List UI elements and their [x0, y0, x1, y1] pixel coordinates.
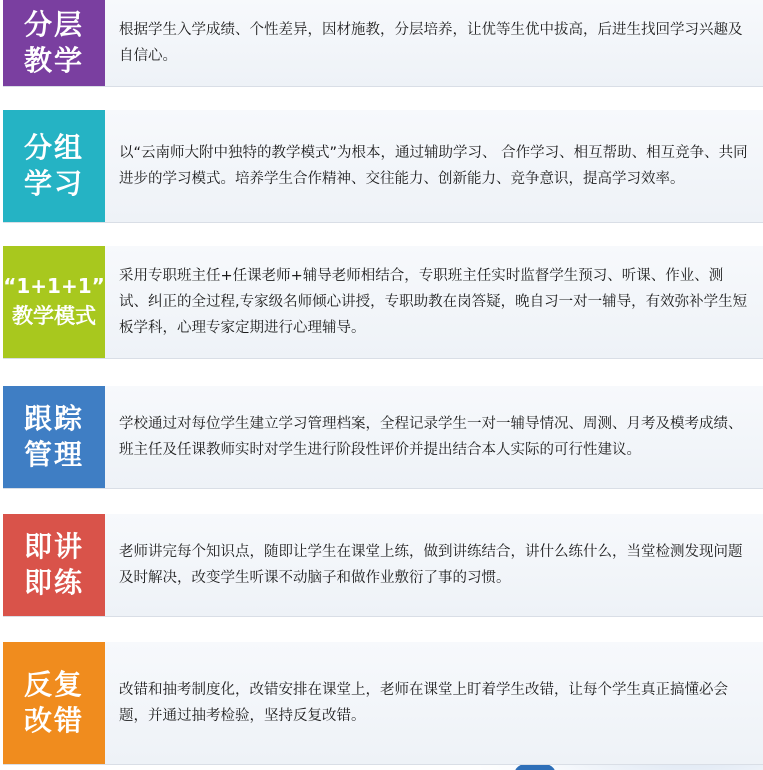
section-repeated-correction [3, 642, 763, 765]
badge-line1: 分组 [23, 131, 84, 164]
badge-line1: “1+1+1” [3, 274, 105, 298]
description-text: 老师讲完每个知识点，随即让学生在课堂上练，做到讲练结合，讲什么练什么，当堂检测发现问题及时解决，改变学生听课不动脑子和做作业敷衍了事的习惯。 [119, 544, 743, 586]
description-text: 采用专职班主任+任课老师+辅导老师相结合，专职班主任实时监督学生预习、听课、作业、测试、纠正的全过程,专家级名师倾心讲授，专职助教在岗答疑，晚自习一对一辅导，有效弥补学生短板学科，心理专家定期进行心理辅导。 [119, 268, 748, 336]
badge-group-learning [3, 110, 105, 222]
section-description [105, 386, 763, 488]
badge-line2: 改错 [23, 704, 84, 737]
description-text: 以“云南师大附中独特的教学模式”为根本，通过辅助学习、 合作学习、相互帮助、相互竞争、共同进步的学习模式。培养学生合作精神、交往能力、创新能力、竞争意识，提高学习效率。 [119, 145, 748, 187]
section-teach-practice [3, 514, 763, 617]
section-description [105, 514, 763, 616]
section-description [105, 0, 763, 86]
badge-line1: 跟踪 [23, 402, 84, 435]
badge-line1: 即讲 [23, 530, 84, 563]
description-text: 根据学生入学成绩、个性差异，因材施教，分层培养，让优等生优中拔高，后进生找回学习兴趣及自信心。 [119, 22, 743, 64]
badge-line1: 分层 [23, 8, 84, 41]
badge-line1: 反复 [23, 668, 84, 701]
badge-111-model [3, 246, 105, 358]
section-111-model [3, 246, 763, 359]
section-description [105, 110, 763, 222]
badge-teach-practice [3, 514, 105, 616]
description-text: 学校通过对每位学生建立学习管理档案，全程记录学生一对一辅导情况、周测、月考及模考成绩、班主任及任课教师实时对学生进行阶段性评价并提出结合本人实际的可行性建议。 [119, 416, 743, 458]
section-tiered-teaching [3, 0, 763, 87]
section-description [105, 246, 763, 358]
badge-repeated-correction [3, 642, 105, 764]
section-group-learning [3, 110, 763, 223]
badge-line2: 管理 [23, 438, 84, 471]
badge-line2: 教学模式 [12, 304, 96, 328]
badge-line2: 教学 [23, 44, 84, 77]
badge-tracking-management [3, 386, 105, 488]
section-description [105, 642, 763, 764]
badge-tiered-teaching [3, 0, 105, 86]
badge-line2: 即练 [23, 566, 84, 599]
section-tracking-management [3, 386, 763, 489]
badge-line2: 学习 [23, 167, 84, 200]
description-text: 改错和抽考制度化，改错安排在课堂上，老师在课堂上盯着学生改错，让每个学生真正搞懂必会题，并通过抽考检验，坚持反复改错。 [119, 682, 728, 724]
